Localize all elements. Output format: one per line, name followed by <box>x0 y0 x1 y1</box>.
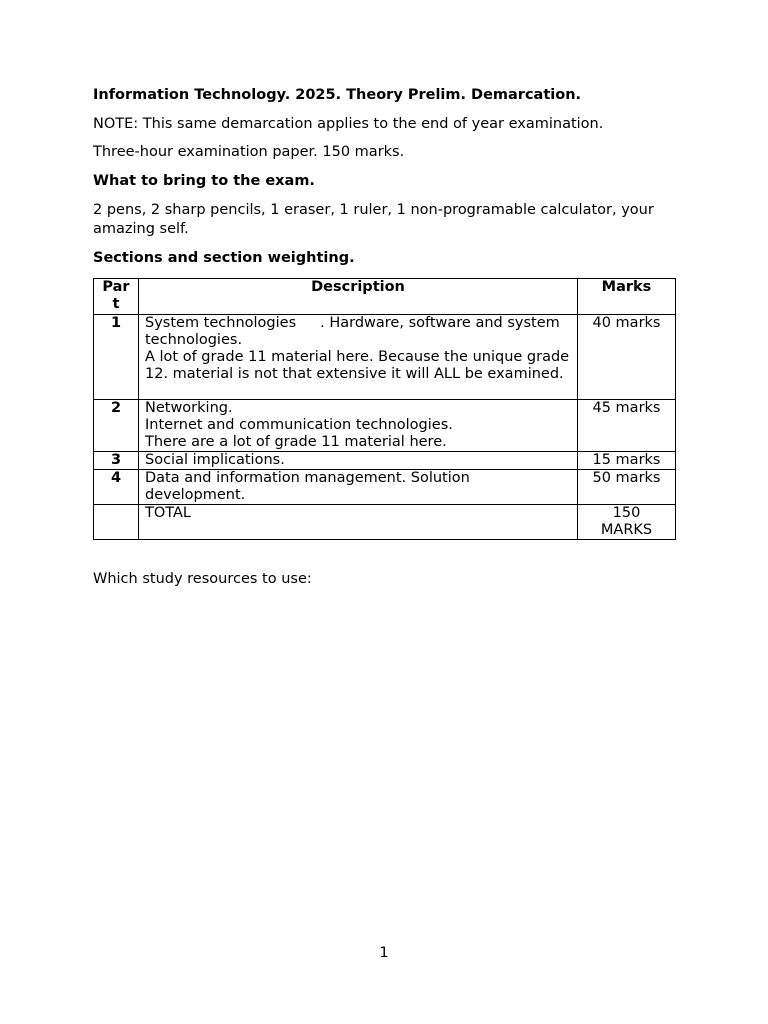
row-part-number: 1 <box>94 315 139 400</box>
document-page <box>93 86 678 589</box>
page-number: 1 <box>379 945 389 961</box>
header-description: Description <box>139 279 578 315</box>
row-marks: 45 marks <box>578 400 676 452</box>
description-note: A lot of grade 11 material here. Because the unique grade 12. material is not that extensive it will ALL be examined. <box>145 349 570 382</box>
row-part-number: 4 <box>94 470 139 505</box>
row-part-number: 2 <box>94 400 139 452</box>
header-marks: Marks <box>578 279 676 315</box>
table-row <box>94 315 676 400</box>
document-title: Information Technology. 2025. Theory Prelim. Demarcation. <box>93 87 582 103</box>
paper-info: Three-hour examination paper. 150 marks. <box>93 144 405 160</box>
description-detail: Internet and communication technologies. <box>145 417 453 433</box>
table-row <box>94 452 676 470</box>
table-total-row <box>94 505 676 540</box>
row-description: Social implications. <box>139 452 578 470</box>
row-marks: 15 marks <box>578 452 676 470</box>
total-marks: 150 MARKS <box>578 505 676 540</box>
bring-list: 2 pens, 2 sharp pencils, 1 eraser, 1 ruler, 1 non-programable calculator, your amazing self. <box>93 202 654 237</box>
description-detail: . Hardware, software and system technologies. <box>145 315 560 348</box>
row-description <box>139 400 578 452</box>
total-part <box>94 505 139 540</box>
row-description <box>139 315 578 400</box>
row-marks: 50 marks <box>578 470 676 505</box>
sections-heading: Sections and section weighting. <box>93 250 355 266</box>
description-note: There are a lot of grade 11 material here. <box>145 434 447 450</box>
header-part: Part <box>94 279 139 315</box>
row-description: Data and information management. Solution development. <box>139 470 578 505</box>
table-header-row <box>94 279 676 315</box>
bring-heading: What to bring to the exam. <box>93 173 315 189</box>
resources-heading: Which study resources to use: <box>93 571 312 587</box>
table-row <box>94 400 676 452</box>
table-row <box>94 470 676 505</box>
sections-table <box>93 278 676 540</box>
row-marks: 40 marks <box>578 315 676 400</box>
description-topic: System technologies <box>145 315 297 331</box>
total-label: TOTAL <box>139 505 578 540</box>
description-topic: Networking. <box>145 400 233 416</box>
row-part-number: 3 <box>94 452 139 470</box>
demarcation-note: NOTE: This same demarcation applies to the end of year examination. <box>93 116 604 132</box>
